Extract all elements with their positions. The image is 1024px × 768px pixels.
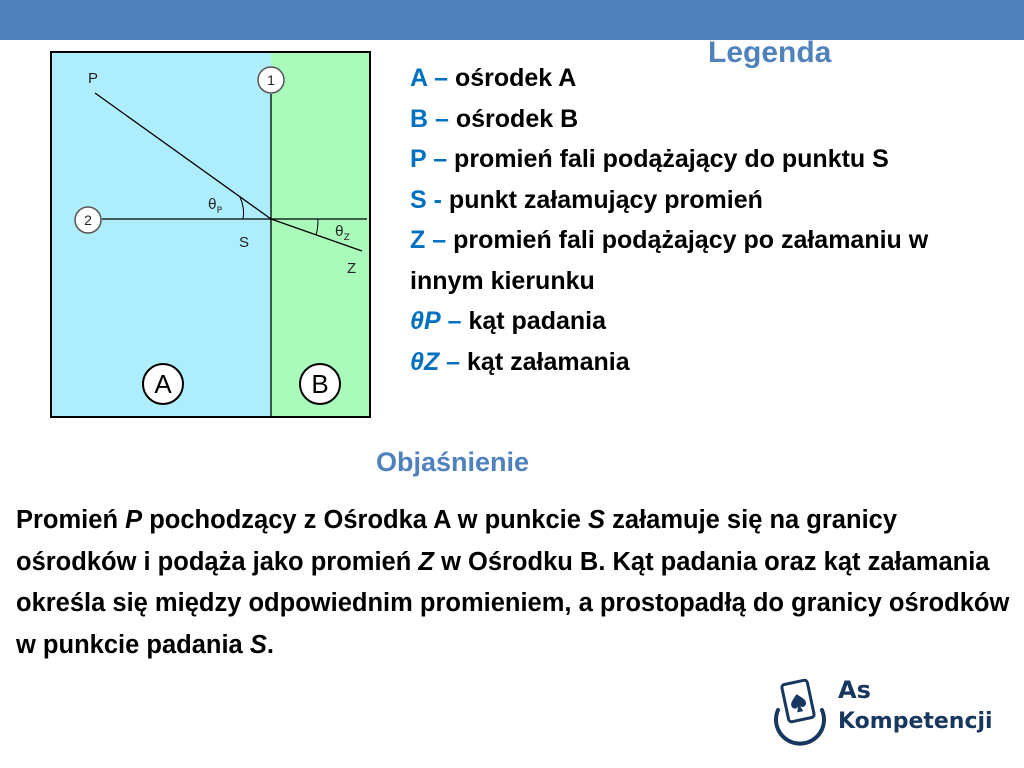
explanation-part: Promień [16,506,126,534]
legend-item-b [410,99,970,140]
legend-dash: – [434,64,448,92]
header-bar [0,0,1024,40]
marker-2-label: 2 [84,212,92,228]
legend-key: A [410,64,428,92]
legend-item-theta-p [410,301,970,342]
explanation-title: Objaśnienie [376,447,530,477]
legend-text: ośrodek B [455,104,579,133]
spade-card-icon [766,674,834,746]
logo-line-as: As [838,676,871,704]
explanation-part: załamuje się na granicy ośrodków i podąża jako promień [16,506,898,576]
region-a-marker [143,364,183,404]
marker-2 [75,207,101,233]
legend-text: punkt załamujący promień [448,185,763,214]
explanation-ray-z: Z [418,547,434,576]
label-s: S [239,234,250,251]
legend-dash: – [432,226,447,254]
legend-text: promień fali podążający po załamaniu w innym kierunku [410,226,929,295]
legend-key: B [410,104,429,133]
legend-item-s [410,180,970,221]
legend-list [410,58,970,382]
legend-key: Z [410,226,426,254]
medium-b-region [271,52,370,417]
theta-z-subscript: Z [343,233,350,243]
theta-p-symbol: θ [208,197,217,213]
marker-1 [258,67,284,93]
explanation-part: w Ośrodku B. Kąt padania oraz kąt załamania określa się między odpowiednim promieniem, a prostopadłą do granicy ośrodków w punkcie padania [16,547,1010,659]
explanation-text [16,500,1016,666]
legend-dash: – [446,347,461,376]
legend-title: Legenda [708,36,832,69]
legend-text: kąt załamania [467,347,630,376]
medium-a-region [51,52,271,417]
explanation-point-s: S [588,506,606,534]
marker-1-label: 1 [267,72,275,88]
legend-text: ośrodek A [454,64,577,92]
logo-line-kompetencji: Kompetencji [838,709,993,734]
explanation-point-s: S [249,630,267,659]
legend-key: S [410,185,427,214]
legend-dash: – [435,104,449,133]
legend-dash: – [447,307,462,335]
legend-item-theta-z [410,342,970,383]
legend-dash: – [433,145,448,173]
explanation-part: pochodzący z Ośrodka A w punkcie [142,506,589,534]
explanation-part: . [266,630,274,659]
explanation-ray-p: P [125,506,143,534]
legend-key: θZ [410,347,440,376]
legend-text: promień fali podążający do punktu S [454,145,889,173]
legend-text: kąt padania [468,307,606,335]
as-kompetencji-logo [766,672,1006,750]
region-a-label: A [154,369,172,399]
label-p: P [88,70,99,87]
label-z: Z [347,260,357,277]
refraction-diagram [50,51,372,419]
legend-key: θP [410,307,441,335]
region-b-marker [300,364,340,404]
theta-p-subscript: P [216,206,223,216]
legend-dash: - [433,185,442,214]
legend-item-a [410,58,970,99]
legend-key: P [410,145,427,173]
region-b-label: B [311,369,329,399]
legend-item-p [410,139,970,180]
legend-item-z [410,220,970,301]
theta-z-symbol: θ [335,224,344,240]
